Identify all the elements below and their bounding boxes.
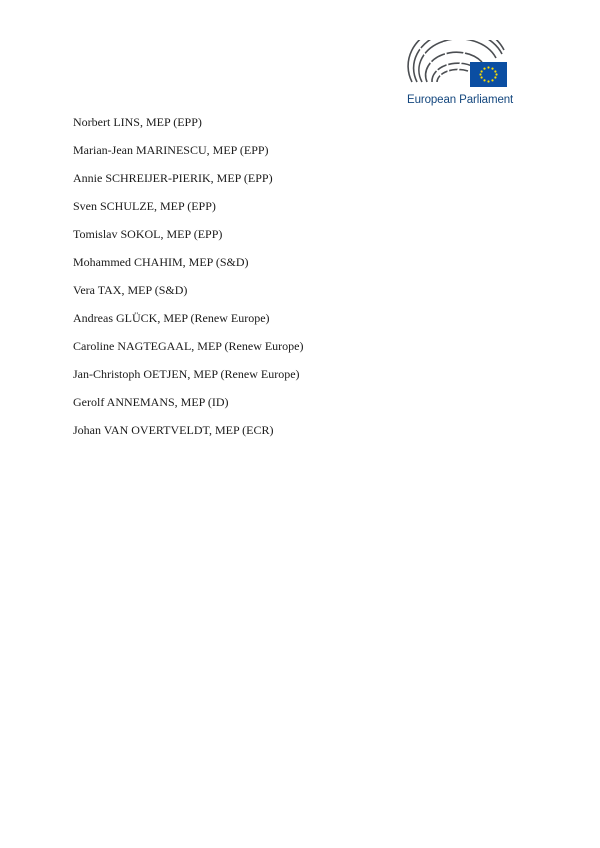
logo-text: European Parliament [407, 94, 514, 106]
list-item: Caroline NAGTEGAAL, MEP (Renew Europe) [73, 339, 304, 353]
list-item: Tomislav SOKOL, MEP (EPP) [73, 227, 223, 241]
list-item: Norbert LINS, MEP (EPP) [73, 115, 202, 129]
hemicycle-flag-icon [406, 40, 508, 88]
list-item: Vera TAX, MEP (S&D) [73, 283, 188, 297]
member-list [73, 114, 304, 450]
list-item: Marian-Jean MARINESCU, MEP (EPP) [73, 143, 269, 157]
list-item: Mohammed CHAHIM, MEP (S&D) [73, 255, 249, 269]
list-item: Andreas GLÜCK, MEP (Renew Europe) [73, 311, 270, 325]
european-parliament-logo [406, 40, 512, 112]
list-item: Jan-Christoph OETJEN, MEP (Renew Europe) [73, 367, 300, 381]
list-item: Annie SCHREIJER-PIERIK, MEP (EPP) [73, 171, 273, 185]
list-item: Sven SCHULZE, MEP (EPP) [73, 199, 216, 213]
list-item: Gerolf ANNEMANS, MEP (ID) [73, 395, 229, 409]
list-item: Johan VAN OVERTVELDT, MEP (ECR) [73, 423, 274, 437]
